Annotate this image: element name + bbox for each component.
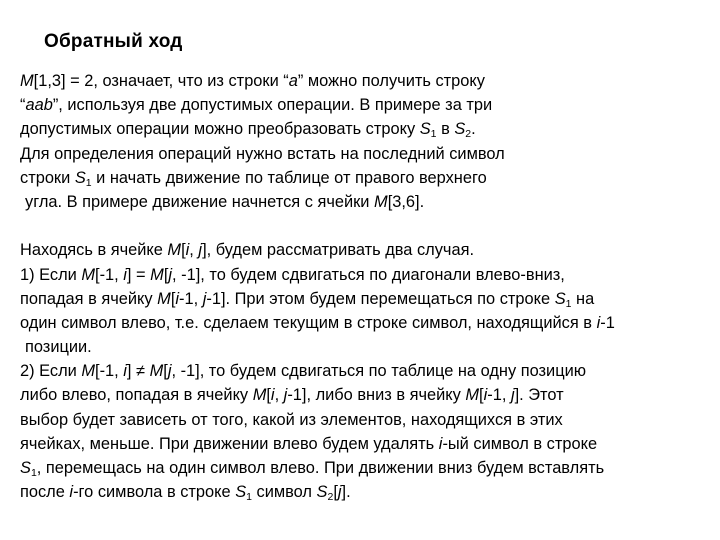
text-run: -1 — [600, 313, 615, 332]
index-i: i — [123, 362, 127, 381]
matrix-symbol: M — [374, 192, 388, 211]
string-symbol: S — [316, 483, 328, 502]
index-i: i — [270, 386, 275, 405]
text-run: -1]. При этом будем перемещаться по строке — [206, 289, 555, 308]
text-run: после — [20, 483, 70, 502]
text-run: [ — [333, 483, 338, 502]
index-i: i — [483, 386, 488, 405]
paragraph-gap — [20, 214, 712, 238]
text-line — [20, 432, 712, 456]
text-run: , -1], то будем сдвигаться по диагонали влево-вниз, — [172, 265, 565, 284]
text-run: позиции. — [25, 338, 92, 357]
text-line — [20, 238, 712, 262]
index-j: j — [198, 241, 203, 260]
text-line — [20, 311, 712, 335]
index-i: i — [185, 241, 190, 260]
text-line — [20, 287, 712, 311]
text-run: ]. Этот — [514, 386, 564, 405]
text-run: ]. — [341, 483, 351, 502]
text-run: и начать движение по таблице от правого верхнего — [91, 168, 487, 187]
subscript: 2 — [327, 491, 334, 504]
text-run: 1) Если — [20, 265, 82, 284]
slide-title: Обратный ход — [44, 31, 183, 52]
text-run: Для определения операций нужно встать на последний символ — [20, 144, 505, 163]
text-run: [1,3] = 2, означает, что из строки “ — [33, 72, 289, 90]
index-i: i — [69, 483, 74, 502]
string-symbol: S — [20, 459, 31, 477]
text-run: [ — [163, 265, 169, 284]
text-run: , перемещась на один символ влево. При движении вниз будем вставлять — [36, 459, 605, 477]
subscript: 1 — [30, 467, 37, 479]
text-line — [20, 456, 712, 480]
text-run: [ — [266, 386, 271, 405]
text-line — [20, 263, 712, 287]
text-run-italic: aab — [25, 96, 53, 115]
text-run: . — [471, 120, 476, 139]
matrix-symbol: M — [252, 386, 267, 405]
index-j: j — [167, 362, 172, 381]
string-symbol: S — [454, 120, 466, 139]
index-i: i — [438, 434, 443, 453]
index-i: i — [596, 313, 601, 332]
text-run: допустимых операции можно преобразовать строку — [20, 120, 420, 139]
text-run-italic: a — [288, 72, 298, 90]
text-run: [-1, — [95, 265, 124, 284]
matrix-symbol: M — [167, 241, 182, 260]
string-symbol: S — [235, 483, 247, 502]
text-run: ], будем рассматривать два случая. — [202, 241, 475, 260]
text-run: в — [436, 120, 455, 139]
text-run: один символ влево, т.е. сделаем текущим в строке символ, находящийся в — [20, 313, 597, 332]
text-line — [20, 69, 712, 93]
index-i: i — [123, 265, 127, 284]
text-run: -1, — [179, 289, 203, 308]
text-line — [20, 335, 712, 359]
text-run: [ — [170, 289, 176, 308]
index-j: j — [337, 483, 342, 502]
text-line — [20, 408, 712, 432]
text-run: 2) Если — [20, 362, 82, 381]
text-run: -1], либо вниз в ячейку — [287, 386, 466, 405]
matrix-symbol: M — [157, 289, 171, 308]
text-line — [20, 383, 712, 407]
subscript: 1 — [565, 297, 572, 310]
subscript: 2 — [465, 128, 472, 141]
matrix-symbol: M — [20, 72, 34, 90]
text-run: , — [189, 241, 199, 260]
subscript: 1 — [430, 128, 437, 141]
text-run: -ый символ в строке — [442, 434, 598, 453]
text-line — [20, 117, 712, 141]
text-run: [ — [479, 386, 484, 405]
matrix-symbol: M — [465, 386, 480, 405]
text-run: [3,6]. — [387, 192, 425, 211]
text-run: попадая в ячейку — [20, 289, 158, 308]
text-run: Находясь в ячейке — [20, 241, 168, 260]
text-run: [ — [163, 362, 168, 381]
matrix-symbol: M — [81, 265, 96, 284]
text-run: , — [274, 386, 284, 405]
string-symbol: S — [554, 289, 566, 308]
slide-body-text — [20, 69, 712, 504]
text-run: ] ≠ — [126, 362, 150, 381]
text-run: [-1, — [95, 362, 124, 381]
index-i: i — [175, 289, 180, 308]
text-run: строки — [20, 168, 75, 187]
index-j: j — [168, 265, 173, 284]
index-j: j — [510, 386, 515, 405]
text-run: [ — [181, 241, 186, 260]
subscript: 1 — [246, 491, 252, 504]
text-run: , -1], то будем сдвигаться по таблице на одну позицию — [171, 362, 587, 381]
text-line — [20, 190, 712, 214]
text-run: символ — [251, 483, 317, 502]
string-symbol: S — [419, 120, 431, 139]
matrix-symbol: M — [149, 362, 164, 381]
text-run: либо влево, попадая в ячейку — [20, 386, 253, 405]
text-run: выбор будет зависеть от того, какой из элементов, находящихся в этих — [20, 410, 563, 429]
index-j: j — [283, 386, 288, 405]
text-run: ячейках, меньше. При движении влево будем удалять — [20, 434, 439, 453]
text-line — [20, 480, 712, 504]
text-run: ] = — [126, 265, 151, 284]
text-run: “ — [20, 96, 26, 115]
text-run: угла. В примере движение начнется с ячейки — [25, 192, 375, 211]
text-run: на — [571, 289, 595, 308]
text-line — [20, 142, 712, 166]
text-run: ” можно получить строку — [297, 72, 485, 90]
matrix-symbol: M — [150, 265, 164, 284]
text-line — [20, 93, 712, 117]
matrix-symbol: M — [81, 362, 96, 381]
string-symbol: S — [74, 168, 86, 187]
subscript: 1 — [85, 176, 92, 189]
text-run: -го символа в строке — [73, 483, 236, 502]
text-run: ”, используя две допустимых операции. В примере за три — [52, 96, 493, 115]
index-j: j — [202, 289, 207, 308]
text-line — [20, 359, 712, 383]
text-run: -1, — [487, 386, 511, 405]
text-line — [20, 166, 712, 190]
